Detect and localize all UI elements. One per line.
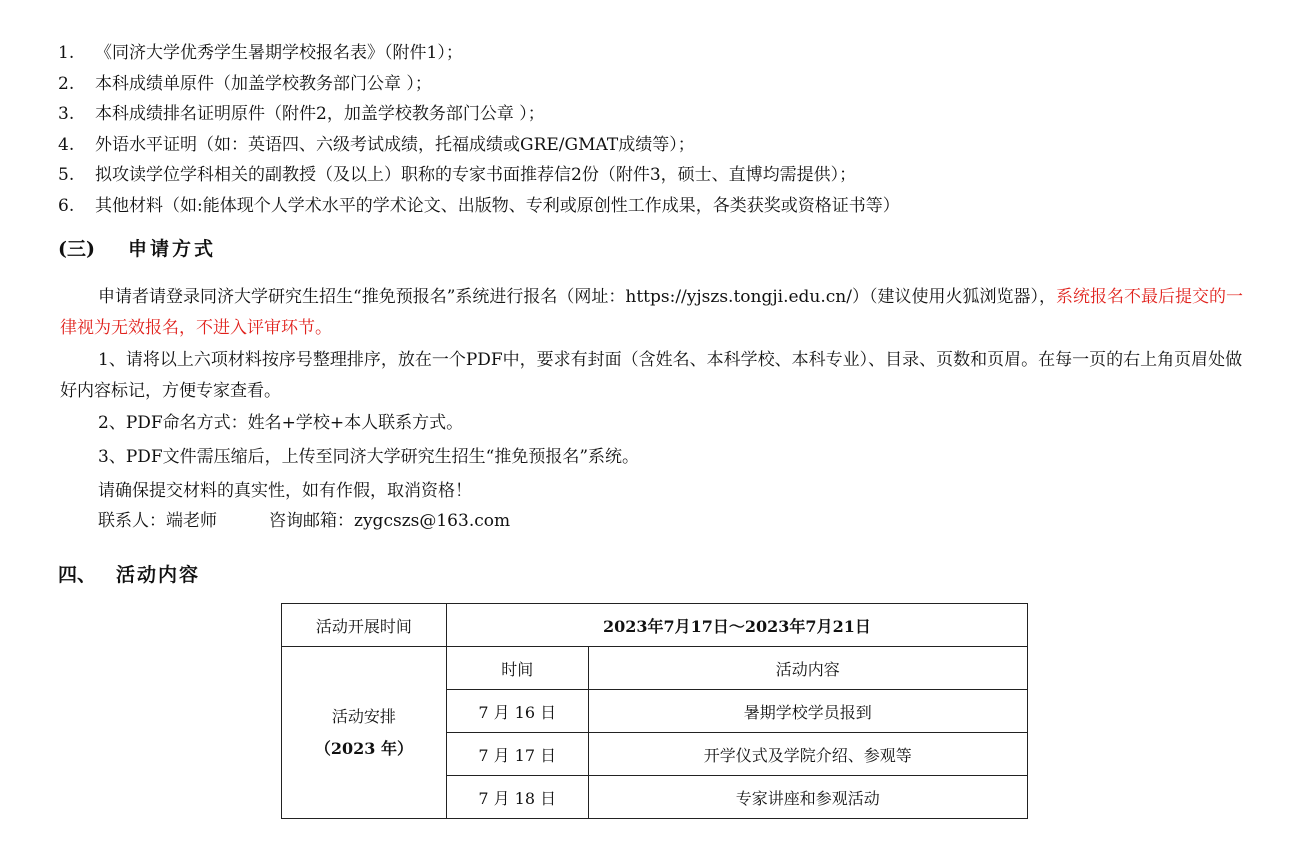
list-item xyxy=(58,160,900,191)
list-item xyxy=(58,130,900,161)
list-item-text: 本科成绩排名证明原件（附件2，加盖学校教务部门公章 ）； xyxy=(95,104,545,124)
list-item xyxy=(58,38,900,69)
list-item-text: 其他材料（如:能体现个人学术水平的学术论文、出版物、专利或原创性工作成果，各类获奖或资格证书等） xyxy=(95,195,900,216)
materials-list xyxy=(58,38,900,221)
list-item-number: 3. xyxy=(58,104,75,124)
contact-email: 咨询邮箱：zygcszs@163.com xyxy=(269,511,511,531)
authenticity-notice: 请确保提交材料的真实性，如有作假，取消资格！ xyxy=(98,481,472,501)
arrangement-label-cell xyxy=(282,647,447,819)
section-3-number: (三) xyxy=(58,238,95,260)
contact-person: 联系人：端老师 xyxy=(98,511,217,531)
schedule-content-cell: 开学仪式及学院介绍、参观等 xyxy=(588,733,1027,776)
application-intro-text: 申请者请登录同济大学研究生招生“推免预报名”系统进行报名（网址：https://yjszs.tongji.edu.cn/）（建议使用火狐浏览器）， xyxy=(98,287,1056,307)
column-header-time: 时间 xyxy=(446,647,588,690)
schedule-table xyxy=(281,603,1028,819)
period-label-cell: 活动开展时间 xyxy=(282,604,447,647)
section-3-title: 申请方式 xyxy=(128,238,217,260)
list-item-text: 本科成绩单原件（加盖学校教务部门公章 ）； xyxy=(95,73,432,94)
list-item-number: 6. xyxy=(58,195,75,216)
contact-line xyxy=(60,506,1250,537)
section-4-heading xyxy=(58,560,200,587)
list-item xyxy=(58,191,900,222)
list-item-number: 2. xyxy=(58,73,75,94)
list-item-text: 《同济大学优秀学生暑期学校报名表》（附件1）； xyxy=(95,43,463,63)
list-item-text: 拟攻读学位学科相关的副教授（及以上）职称的专家书面推荐信2份（附件3，硕士、直博均需提供）； xyxy=(95,165,857,185)
list-item xyxy=(58,69,900,100)
table-row xyxy=(282,647,1028,690)
arrangement-year: （2023 年） xyxy=(314,738,413,758)
period-value-cell: 2023年7月17日～2023年7月21日 xyxy=(446,604,1027,647)
schedule-date-cell: 7 月 16 日 xyxy=(446,690,588,733)
application-intro xyxy=(60,282,1250,344)
schedule-date-cell: 7 月 18 日 xyxy=(446,776,588,819)
schedule-content-cell: 专家讲座和参观活动 xyxy=(588,776,1027,819)
schedule-date-cell: 7 月 17 日 xyxy=(446,733,588,776)
list-item-number: 4. xyxy=(58,134,75,155)
section-3-heading xyxy=(58,234,216,261)
arrangement-label: 活动安排 xyxy=(331,706,396,726)
application-step-3: 3、PDF文件需压缩后，上传至同济大学研究生招生“推免预报名”系统。 xyxy=(98,447,640,467)
application-step-2: 2、PDF命名方式：姓名+学校+本人联系方式。 xyxy=(98,413,464,433)
list-item xyxy=(58,99,900,130)
application-step-1: 1、请将以上六项材料按序号整理排序，放在一个PDF中，要求有封面（含姓名、本科学校、本科专业）、目录、页数和页眉。在每一页的右上角页眉处做好内容标记，方便专家查看。 xyxy=(60,350,1243,401)
application-warning: 系统报名不最后提交的一律视为无效报名，不进入评审环节。 xyxy=(60,287,1243,338)
table-row xyxy=(282,604,1028,647)
list-item-number: 1. xyxy=(58,43,75,63)
list-item-text: 外语水平证明（如：英语四、六级考试成绩，托福成绩或GRE/GMAT成绩等）； xyxy=(95,134,695,155)
section-4-title: 活动内容 xyxy=(116,564,201,586)
column-header-content: 活动内容 xyxy=(588,647,1027,690)
list-item-number: 5. xyxy=(58,165,75,185)
section-4-number: 四、 xyxy=(58,564,97,586)
schedule-content-cell: 暑期学校学员报到 xyxy=(588,690,1027,733)
